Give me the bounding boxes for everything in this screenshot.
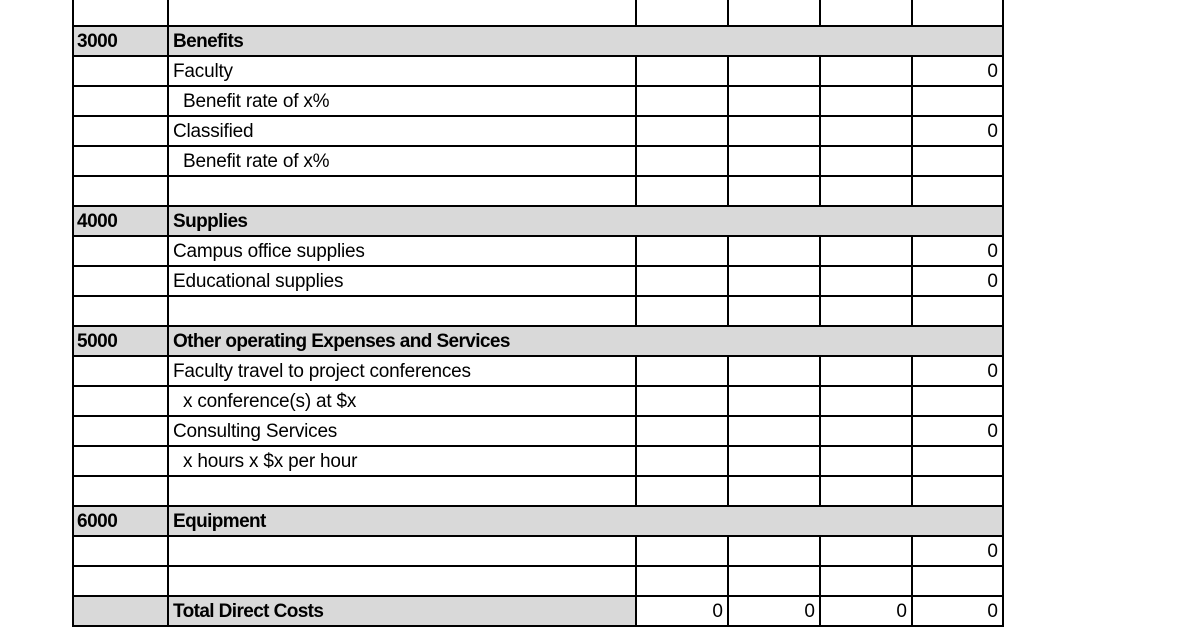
- amount-cell-total[interactable]: 0: [911, 417, 1004, 445]
- amount-cell-1[interactable]: [635, 447, 727, 475]
- amount-cell-total[interactable]: 0: [911, 357, 1004, 385]
- table-row: [72, 87, 1004, 117]
- amount-cell-total[interactable]: [911, 477, 1004, 505]
- amount-cell-1[interactable]: [635, 417, 727, 445]
- table-row: [72, 447, 1004, 477]
- description-cell[interactable]: [169, 567, 635, 595]
- table-row: [72, 147, 1004, 177]
- description-cell[interactable]: Benefits: [173, 31, 244, 52]
- amount-cell-1[interactable]: [635, 327, 727, 355]
- amount-cell-total[interactable]: [911, 447, 1004, 475]
- section-header-row: [72, 327, 1004, 357]
- table-row: [72, 417, 1004, 447]
- amount-cell-2[interactable]: [727, 447, 819, 475]
- amount-cell-total[interactable]: [911, 0, 1004, 25]
- section-header-row: [72, 207, 1004, 237]
- amount-cell-1[interactable]: [635, 387, 727, 415]
- amount-cell-total[interactable]: [911, 147, 1004, 175]
- table-row: [72, 567, 1004, 597]
- amount-cell-3[interactable]: [819, 267, 911, 295]
- table-row: [72, 297, 1004, 327]
- amount-cell-3[interactable]: [819, 537, 911, 565]
- description-cell[interactable]: Total Direct Costs: [173, 601, 324, 622]
- amount-cell-3[interactable]: [819, 417, 911, 445]
- amount-cell-3[interactable]: [819, 447, 911, 475]
- account-code-cell[interactable]: [72, 447, 169, 475]
- amount-cell-2[interactable]: [727, 507, 819, 535]
- account-code-cell[interactable]: [72, 147, 169, 175]
- amount-cell-total[interactable]: 0: [911, 117, 1004, 145]
- account-code-cell[interactable]: [72, 417, 169, 445]
- account-code-cell[interactable]: [72, 597, 169, 625]
- amount-cell-2[interactable]: [727, 357, 819, 385]
- amount-cell-1[interactable]: [635, 537, 727, 565]
- amount-cell-2[interactable]: [727, 27, 819, 55]
- account-code-cell[interactable]: [72, 177, 169, 205]
- amount-cell-3[interactable]: [819, 357, 911, 385]
- amount-cell-1[interactable]: [635, 237, 727, 265]
- account-code-cell[interactable]: 6000: [72, 507, 169, 535]
- table-row: [72, 0, 1004, 27]
- table-row: [72, 57, 1004, 87]
- amount-cell-total[interactable]: [911, 297, 1004, 325]
- table-row: [72, 357, 1004, 387]
- description-cell[interactable]: Benefit rate of x%: [183, 91, 330, 112]
- amount-cell-1[interactable]: [635, 297, 727, 325]
- amount-cell-1[interactable]: [635, 267, 727, 295]
- amount-cell-1[interactable]: [635, 207, 727, 235]
- description-cell[interactable]: [169, 0, 635, 25]
- amount-cell-total[interactable]: [911, 507, 1004, 535]
- amount-cell-3[interactable]: [819, 117, 911, 145]
- amount-cell-2[interactable]: [727, 147, 819, 175]
- amount-cell-2[interactable]: 0: [727, 597, 819, 625]
- account-code-cell[interactable]: [72, 87, 169, 115]
- amount-cell-total[interactable]: [911, 87, 1004, 115]
- amount-cell-3[interactable]: [819, 477, 911, 505]
- amount-cell-3[interactable]: [819, 87, 911, 115]
- description-cell[interactable]: Faculty: [173, 61, 233, 82]
- amount-cell-total[interactable]: [911, 387, 1004, 415]
- amount-cell-3[interactable]: [819, 327, 911, 355]
- account-code-cell[interactable]: [72, 267, 169, 295]
- account-code-cell[interactable]: 4000: [72, 207, 169, 235]
- amount-cell-2[interactable]: [727, 207, 819, 235]
- description-cell[interactable]: x conference(s) at $x: [183, 391, 357, 412]
- account-code-cell[interactable]: [72, 387, 169, 415]
- amount-cell-2[interactable]: [727, 177, 819, 205]
- amount-cell-2[interactable]: [727, 87, 819, 115]
- description-cell[interactable]: [169, 297, 635, 325]
- account-code-cell[interactable]: 5000: [72, 327, 169, 355]
- table-row: [72, 237, 1004, 267]
- amount-cell-2[interactable]: [727, 57, 819, 85]
- account-code-cell[interactable]: [72, 117, 169, 145]
- amount-cell-total[interactable]: 0: [911, 237, 1004, 265]
- amount-cell-1[interactable]: [635, 0, 727, 25]
- amount-cell-1[interactable]: [635, 567, 727, 595]
- table-row: [72, 537, 1004, 567]
- total-row: [72, 597, 1004, 627]
- amount-cell-3[interactable]: [819, 0, 911, 25]
- description-cell[interactable]: Classified: [173, 121, 254, 142]
- amount-cell-2[interactable]: [727, 0, 819, 25]
- amount-cell-3[interactable]: [819, 507, 911, 535]
- amount-cell-2[interactable]: [727, 297, 819, 325]
- table-row: [72, 267, 1004, 297]
- account-code-cell[interactable]: [72, 537, 169, 565]
- amount-cell-3[interactable]: [819, 237, 911, 265]
- account-code-cell[interactable]: [72, 567, 169, 595]
- amount-cell-total[interactable]: [911, 27, 1004, 55]
- description-cell[interactable]: Campus office supplies: [173, 241, 365, 262]
- description-cell[interactable]: Supplies: [173, 211, 248, 232]
- amount-cell-2[interactable]: [727, 387, 819, 415]
- amount-cell-3[interactable]: 0: [819, 597, 911, 625]
- table-row: [72, 477, 1004, 507]
- amount-cell-3[interactable]: [819, 207, 911, 235]
- amount-cell-1[interactable]: [635, 477, 727, 505]
- amount-cell-total[interactable]: 0: [911, 537, 1004, 565]
- amount-cell-2[interactable]: [727, 117, 819, 145]
- amount-cell-1[interactable]: [635, 87, 727, 115]
- description-cell[interactable]: [169, 477, 635, 505]
- amount-cell-total[interactable]: 0: [911, 597, 1004, 625]
- amount-cell-3[interactable]: [819, 27, 911, 55]
- description-cell[interactable]: Equipment: [173, 511, 266, 532]
- budget-sheet: [72, 0, 1004, 627]
- amount-cell-2[interactable]: [727, 237, 819, 265]
- account-code-cell[interactable]: [72, 357, 169, 385]
- amount-cell-total[interactable]: 0: [911, 57, 1004, 85]
- account-code-cell[interactable]: [72, 237, 169, 265]
- amount-cell-1[interactable]: [635, 177, 727, 205]
- amount-cell-total[interactable]: [911, 177, 1004, 205]
- amount-cell-3[interactable]: [819, 177, 911, 205]
- amount-cell-2[interactable]: [727, 567, 819, 595]
- description-cell[interactable]: Consulting Services: [173, 421, 338, 442]
- amount-cell-1[interactable]: [635, 357, 727, 385]
- description-cell[interactable]: [169, 537, 635, 565]
- amount-cell-2[interactable]: [727, 537, 819, 565]
- amount-cell-1[interactable]: [635, 147, 727, 175]
- account-code-cell[interactable]: [72, 57, 169, 85]
- amount-cell-2[interactable]: [727, 327, 819, 355]
- amount-cell-2[interactable]: [727, 417, 819, 445]
- table-row: [72, 117, 1004, 147]
- amount-cell-1[interactable]: 0: [635, 597, 727, 625]
- account-code-cell[interactable]: [72, 477, 169, 505]
- amount-cell-3[interactable]: [819, 567, 911, 595]
- description-cell[interactable]: Benefit rate of x%: [183, 151, 330, 172]
- amount-cell-1[interactable]: [635, 27, 727, 55]
- amount-cell-total[interactable]: [911, 327, 1004, 355]
- amount-cell-3[interactable]: [819, 57, 911, 85]
- description-cell[interactable]: Other operating Expenses and Services: [173, 331, 510, 352]
- amount-cell-3[interactable]: [819, 147, 911, 175]
- section-header-row: [72, 27, 1004, 57]
- amount-cell-3[interactable]: [819, 387, 911, 415]
- amount-cell-2[interactable]: [727, 267, 819, 295]
- account-code-cell[interactable]: 3000: [72, 27, 169, 55]
- description-cell[interactable]: [169, 177, 635, 205]
- description-cell[interactable]: Educational supplies: [173, 271, 344, 292]
- account-code-cell[interactable]: [72, 0, 169, 25]
- amount-cell-1[interactable]: [635, 117, 727, 145]
- table-row: [72, 177, 1004, 207]
- amount-cell-total[interactable]: [911, 207, 1004, 235]
- account-code-cell[interactable]: [72, 297, 169, 325]
- description-cell[interactable]: Faculty travel to project conferences: [173, 361, 471, 382]
- amount-cell-total[interactable]: [911, 567, 1004, 595]
- amount-cell-total[interactable]: 0: [911, 267, 1004, 295]
- amount-cell-2[interactable]: [727, 477, 819, 505]
- section-header-row: [72, 507, 1004, 537]
- amount-cell-1[interactable]: [635, 507, 727, 535]
- amount-cell-1[interactable]: [635, 57, 727, 85]
- table-row: [72, 387, 1004, 417]
- description-cell[interactable]: x hours x $x per hour: [183, 451, 358, 472]
- amount-cell-3[interactable]: [819, 297, 911, 325]
